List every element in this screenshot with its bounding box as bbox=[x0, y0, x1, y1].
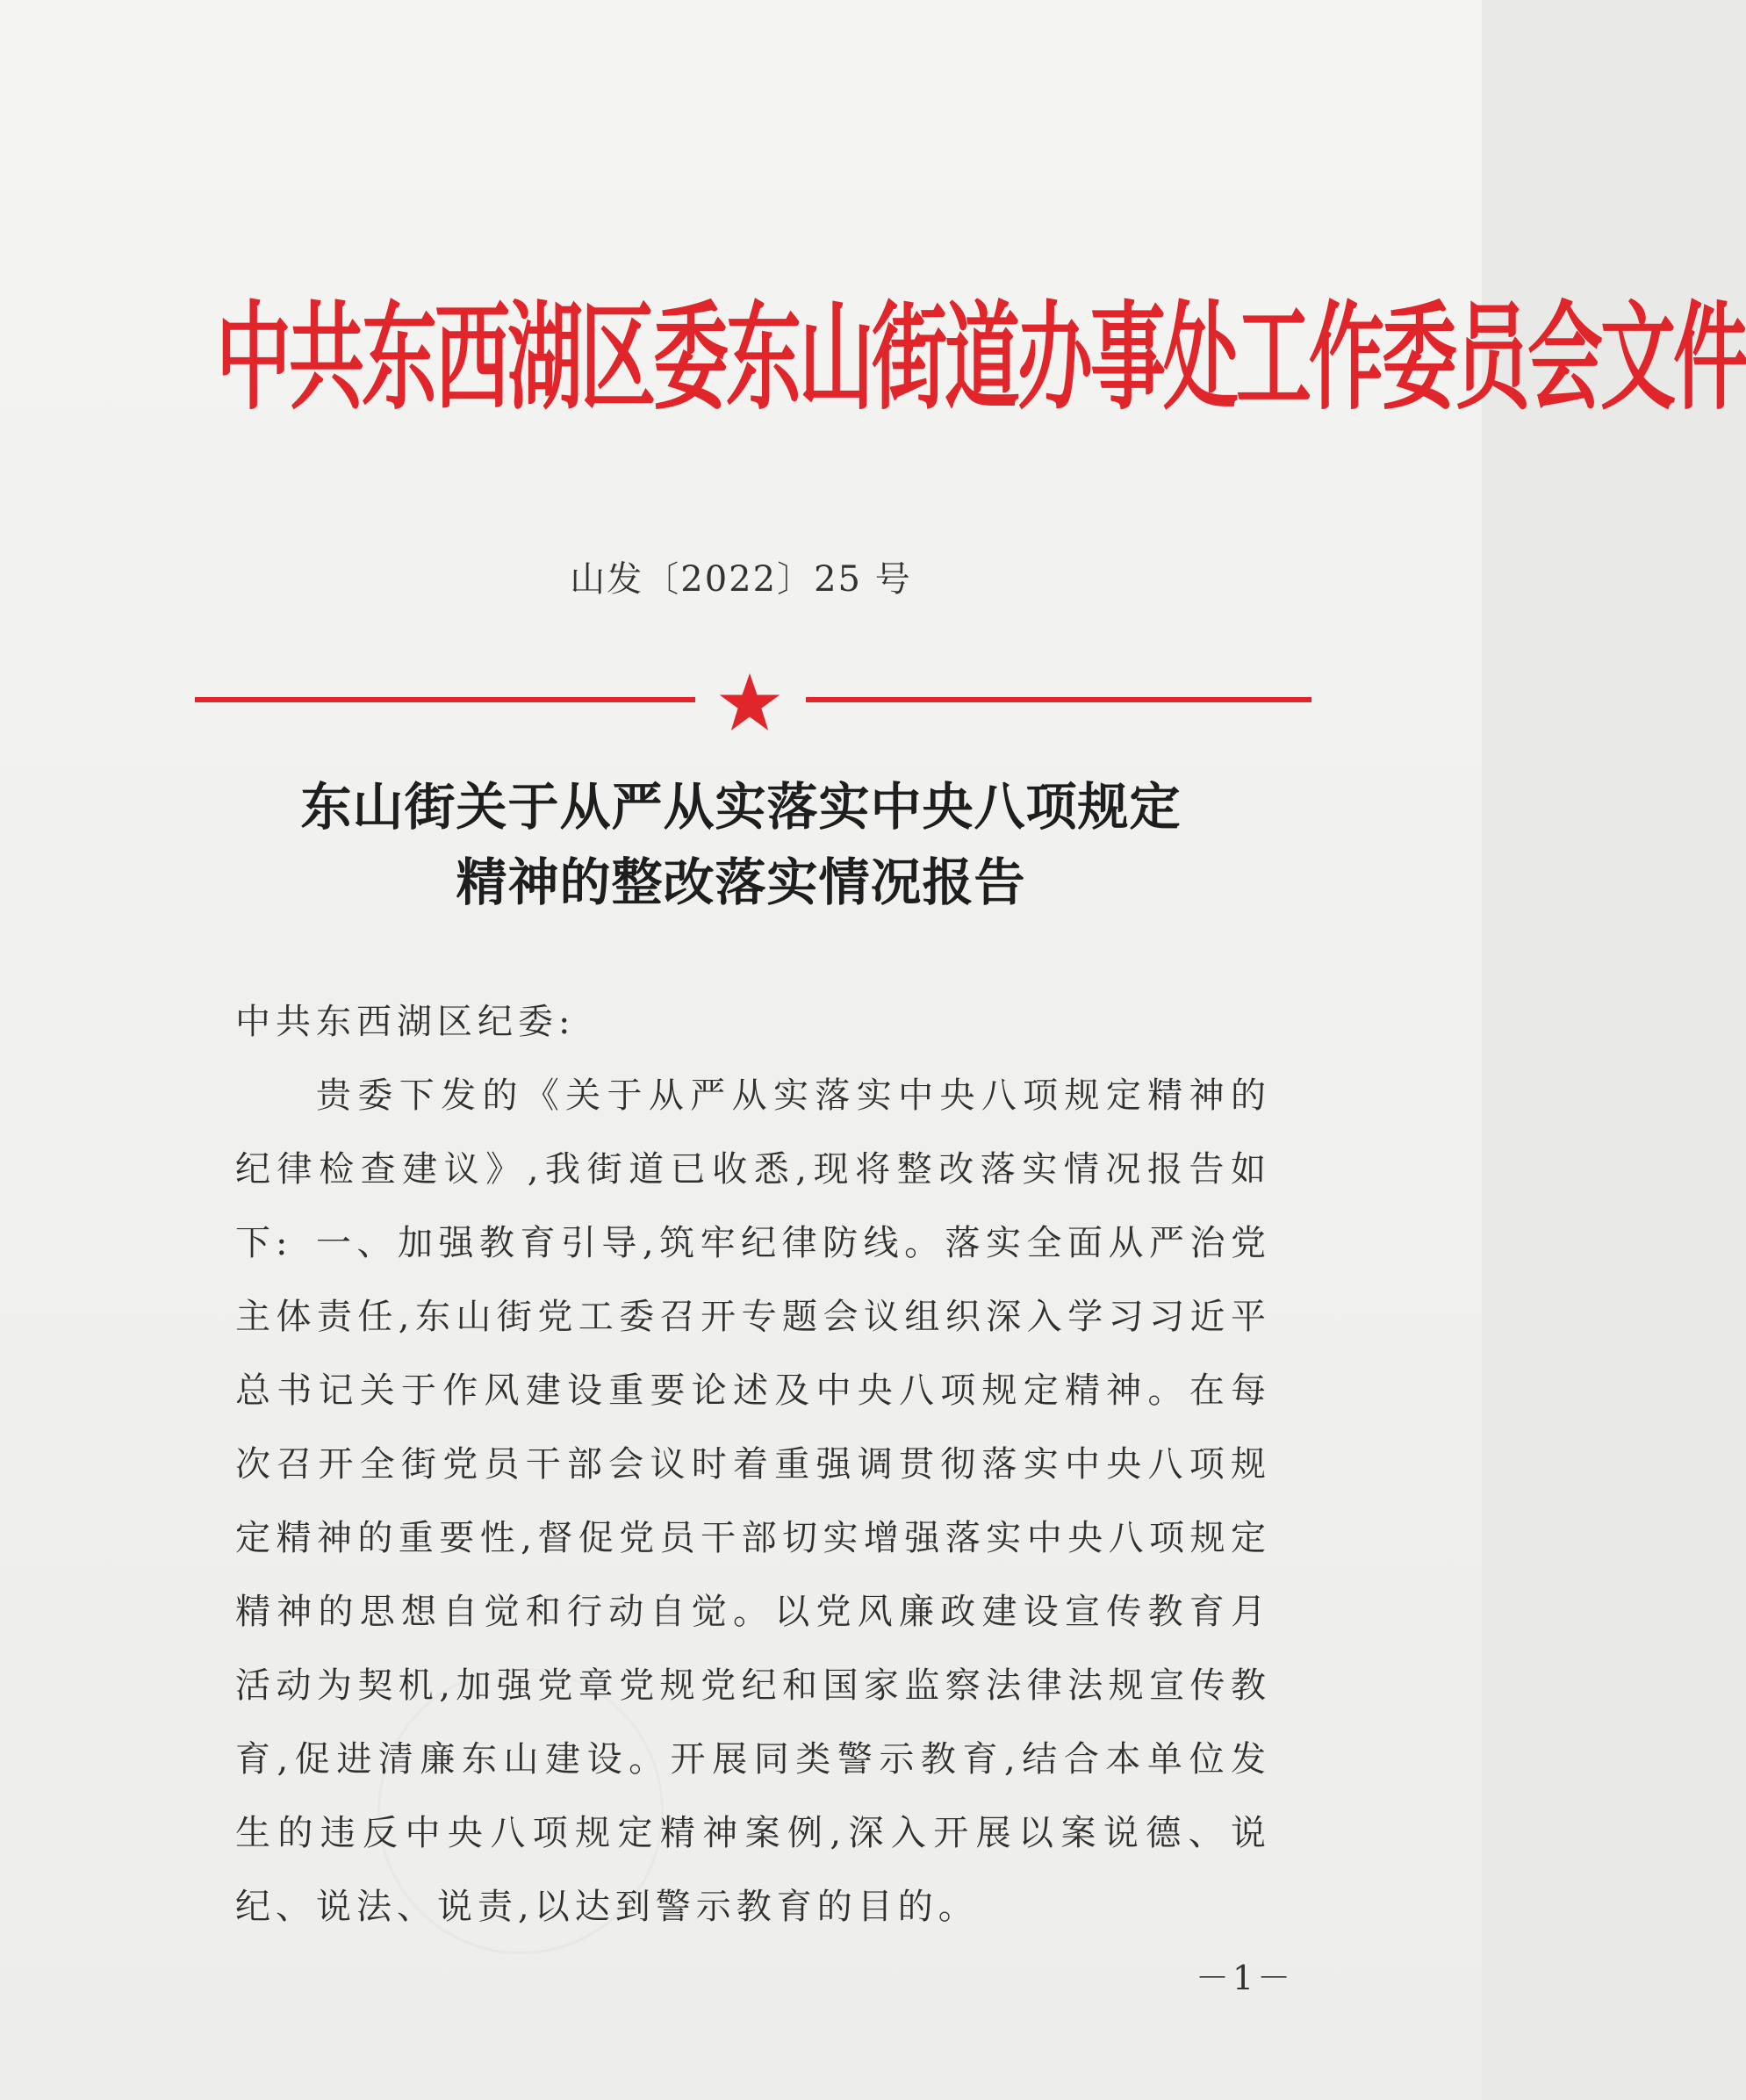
document-title-line-1: 东山街关于从严从实落实中央八项规定 bbox=[300, 777, 1182, 837]
page-number: －1－ bbox=[1196, 1959, 1295, 1997]
body-paragraph: 一、加强教育引导,筑牢纪律防线。落实全面从严治党主体责任,东山街党工委召开专题会议组织深入学习习近平总书记关于作风建设重要论述及中央八项规定精神。在每次召开全街党员干部会议时着重强调贯彻落实中央八项规定精神的重要性,督促党员干部切实增强落实中央八项规定精神的思想自觉和行动自觉。以党风廉政建设宣传教育月活动为契机,加强党章党规党纪和国家监察法律法规宣传教育,促进清廉东山建设。开展同类警示教育,结合本单位发生的违反中央八项规定精神案例,深入开展以案说德、说纪、说法、说责,以达到警示教育的目的。 bbox=[235, 1223, 1271, 1927]
salutation: 中共东西湖区纪委: bbox=[235, 1002, 576, 1042]
star-icon bbox=[718, 671, 781, 734]
red-divider-right bbox=[806, 697, 1311, 702]
document-title-line-2: 精神的整改落实情况报告 bbox=[456, 852, 1026, 912]
issuer-header: 中共东西湖区委东山街道办事处工作委员会文件 bbox=[216, 291, 1746, 427]
faint-seal-mark bbox=[377, 1668, 664, 1954]
red-divider-left bbox=[195, 697, 695, 702]
body-paragraph: 贵委下发的《关于从严从实落实中央八项规定精神的纪律检查建议》,我街道已收悉,现将整改落实情况报告如下: bbox=[235, 1075, 1271, 1263]
document-number: 山发〔2022〕25 号 bbox=[570, 559, 912, 600]
